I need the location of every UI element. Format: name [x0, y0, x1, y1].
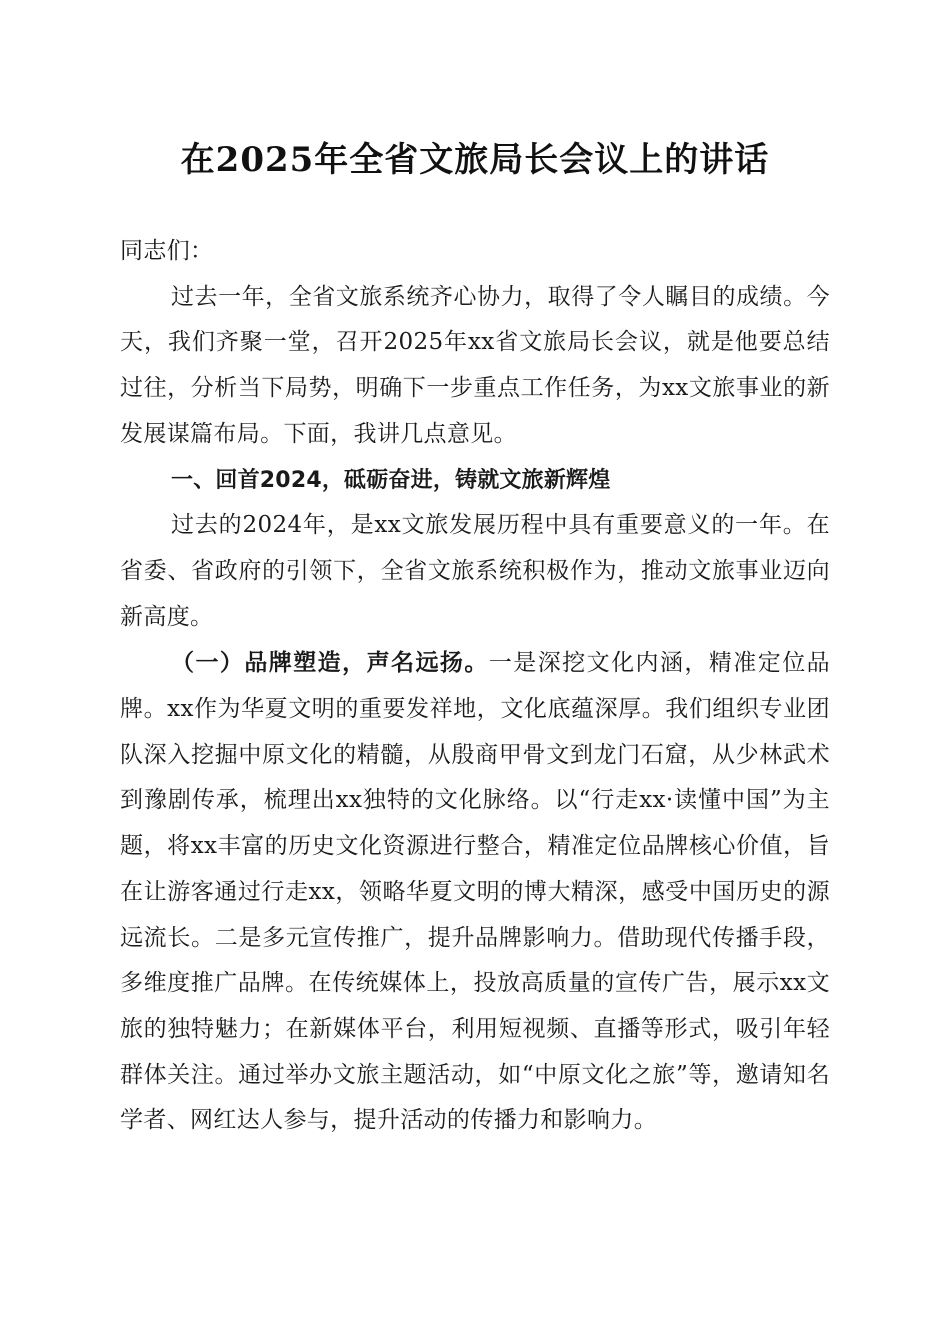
salutation: 同志们：	[120, 238, 214, 264]
document-body	[120, 229, 830, 1144]
section-intro-paragraph: 过去的2024年，是xx文旅发展历程中具有重要意义的一年。在省委、省政府的引领下，全省文旅系统积极作为，推动文旅事业迈向新高度。	[120, 512, 830, 630]
section-heading: 一、回首2024，砥砺奋进，铸就文旅新辉煌	[171, 467, 611, 493]
intro-paragraph: 过去一年，全省文旅系统齐心协力，取得了令人瞩目的成绩。今天，我们齐聚一堂，召开2025年xx省文旅局长会议，就是他要总结过往，分析当下局势，明确下一步重点工作任务，为xx文旅事业的新发展谋篇布局。下面，我讲几点意见。	[120, 283, 830, 447]
document-title: 在2025年全省文旅局长会议上的讲话	[180, 140, 770, 180]
subsection-heading: （一）品牌塑造，声名远扬。	[171, 649, 489, 677]
subsection-text: 一是深挖文化内涵，精准定位品牌。xx作为华夏文明的重要发祥地，文化底蕴深厚。我们组织专业团队深入挖掘中原文化的精髓，从殷商甲骨文到龙门石窟，从少林武术到豫剧传承，梳理出xx独特的文化脉络。以“行走xx·读懂中国”为主题，将xx丰富的历史文化资源进行整合，精准定位品牌核心价值，旨在让游客通过行走xx，领略华夏文明的博大精深，感受中国历史的源远流长。二是多元宣传推广，提升品牌影响力。借助现代传播手段，多维度推广品牌。在传统媒体上，投放高质量的宣传广告，展示xx文旅的独特魅力；在新媒体平台，利用短视频、直播等形式，吸引年轻群体关注。通过举办文旅主题活动，如“中原文化之旅”等，邀请知名学者、网红达人参与，提升活动的传播力和影响力。	[120, 650, 830, 1134]
subsection-paragraph	[120, 640, 830, 1144]
